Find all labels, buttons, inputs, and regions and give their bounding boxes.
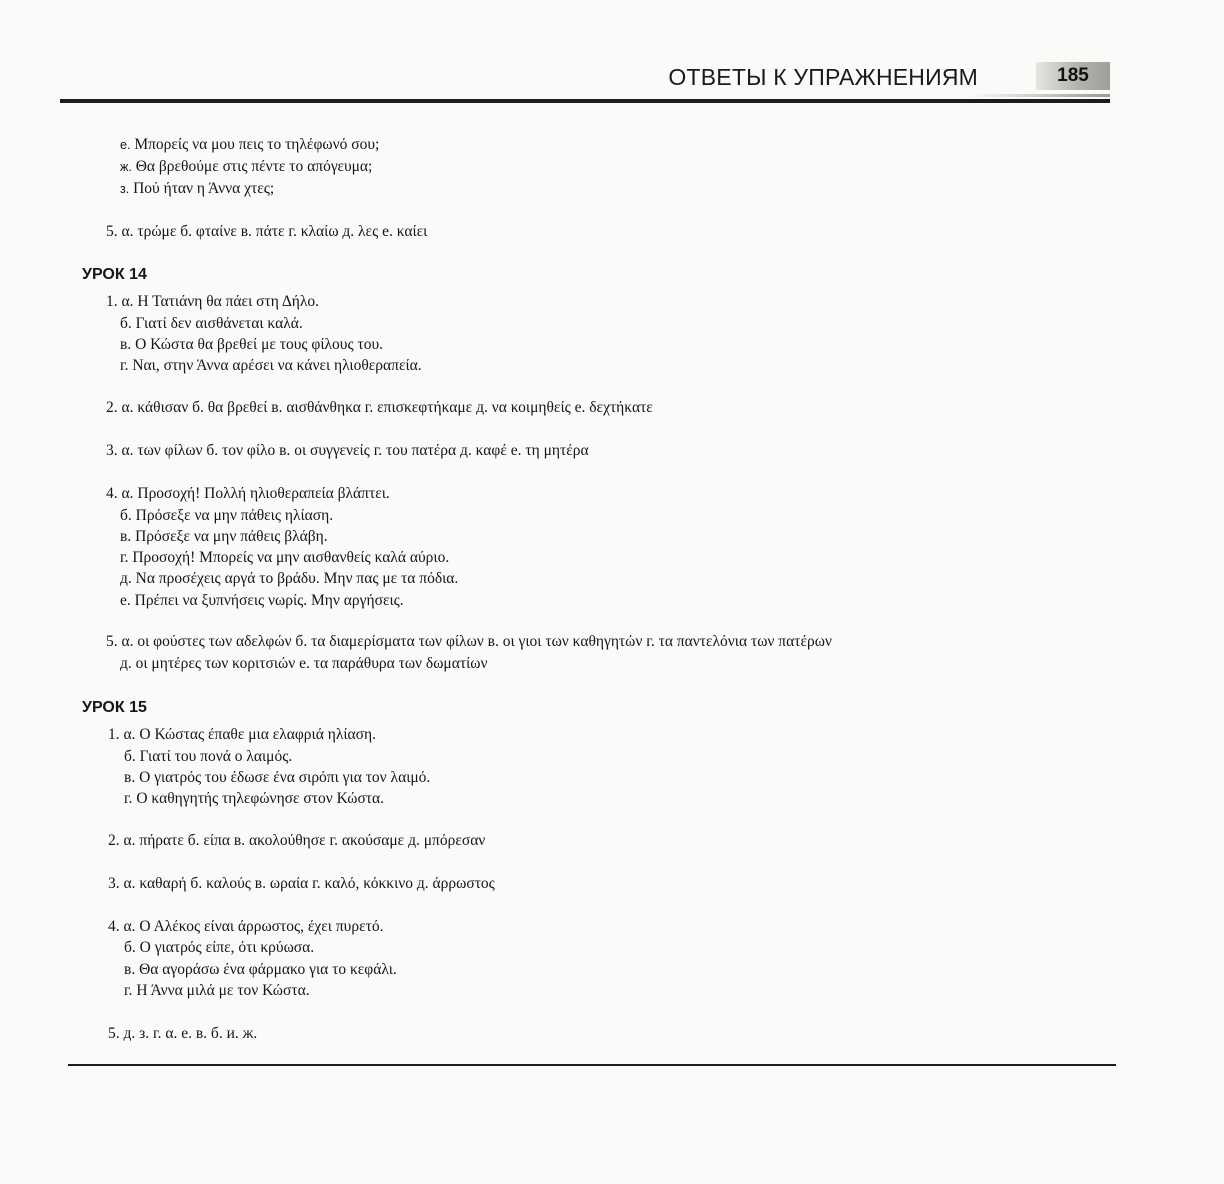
answer-line: в. Ο γιατρός του έδωσε ένα σιρόπι για τον λαιμό. <box>124 769 431 786</box>
answer-line: б. Γιατί του πονά ο λαιμός. <box>124 748 293 765</box>
answer-line: 4. α. Προσοχή! Πολλή ηλιοθεραπεία βλάπτει. <box>106 485 390 502</box>
answer-line: д. οι μητέρες των κοριτσιών е. τα παράθυρα των δωματίων <box>120 655 488 672</box>
answer-line: е. Μπορείς να μου πεις το τηλέφωνό σου; <box>120 136 380 153</box>
answer-line: д. Να προσέχεις αργά το βράδυ. Μην πας με τα πόδια. <box>120 570 459 587</box>
footer-rule <box>68 1064 1116 1066</box>
answer-line: в. Ο Κώστα θα βρεθεί με τους φίλους του. <box>120 336 384 353</box>
answer-line: 5. α. οι φούστες των αδελφών б. τα διαμερίσματα των φίλων в. οι γιοι των καθηγητών г. τα παντελόνια των πατέρων <box>106 633 832 650</box>
running-title: ОТВЕТЫ К УПРАЖНЕНИЯМ <box>668 64 978 90</box>
answer-line: ж. Θα βρεθούμε στις πέντε το απόγευμα; <box>120 158 373 175</box>
answer-line: 1. α. Ο Κώστας έπαθε μια ελαφριά ηλίαση. <box>108 726 376 743</box>
answer-line: в. Θα αγοράσω ένα φάρμακο για το κεφάλι. <box>124 961 397 978</box>
lesson-heading: УРОК 15 <box>82 699 147 716</box>
answer-line: б. Ο γιατρός είπε, ότι κρύωσα. <box>124 939 315 956</box>
answer-line: г. Προσοχή! Μπορείς να μην αισθανθείς καλά αύριο. <box>120 549 450 566</box>
page-number: 185 <box>1036 62 1110 90</box>
answer-line: г. Η Άννα μιλά με τον Κώστα. <box>124 982 310 999</box>
answer-line: г. Ναι, στην Άννα αρέσει να κάνει ηλιοθεραπεία. <box>120 357 422 374</box>
answer-line: б. Γιατί δεν αισθάνεται καλά. <box>120 315 303 332</box>
header-rule <box>60 99 1110 103</box>
answer-line: 2. α. κάθισαν б. θα βρεθεί в. αισθάνθηκα г. επισκεφτήκαμε д. να κοιμηθείς е. δεχτήκατε <box>106 399 653 416</box>
answer-line: 1. α. Η Τατιάνη θα πάει στη Δήλο. <box>106 293 320 310</box>
answer-line: е. Πρέπει να ξυπνήσεις νωρίς. Μην αργήσεις. <box>120 592 404 609</box>
answer-line: 2. α. πήρατε б. είπα в. ακολούθησε г. ακούσαμε д. μπόρεσαν <box>108 832 486 849</box>
answer-line: 4. α. Ο Αλέκος είναι άρρωστος, έχει πυρετό. <box>108 918 384 935</box>
answer-line: 3. α. καθαρή б. καλούς в. ωραία г. καλό, κόκκινο д. άρρωστος <box>108 875 495 892</box>
answer-line: 3. α. των φίλων б. τον φίλο в. οι συγγενείς г. του πατέρα д. καφέ е. τη μητέρα <box>106 442 589 459</box>
lesson-heading: УРОК 14 <box>82 266 147 283</box>
answer-line: 5. α. τρώμε б. φταίνε в. πάτε г. κλαίω д. λες е. καίει <box>106 223 428 240</box>
answer-line: з. Πού ήταν η Άννα χτες; <box>120 180 275 197</box>
header-accent-rule <box>970 94 1110 97</box>
page-header <box>60 58 1110 104</box>
answer-line: г. Ο καθηγητής τηλεφώνησε στον Κώστα. <box>124 790 385 807</box>
answer-line: в. Πρόσεξε να μην πάθεις βλάβη. <box>120 528 328 545</box>
answer-line: б. Πρόσεξε να μην πάθεις ηλίαση. <box>120 507 334 524</box>
answer-line: 5. д. з. г. α. е. в. б. и. ж. <box>108 1025 258 1042</box>
